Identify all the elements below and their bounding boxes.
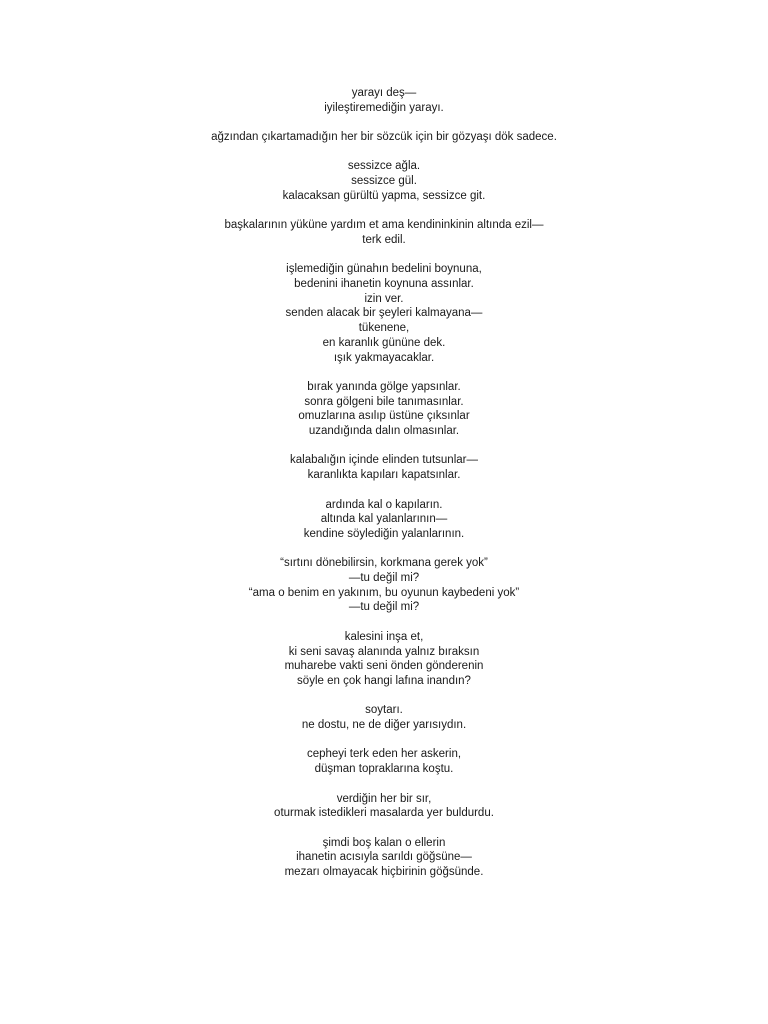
poem-line: “sırtını dönebilirsin, korkmana gerek yok” bbox=[280, 557, 488, 570]
poem-line: ışık yakmayacaklar. bbox=[333, 351, 435, 364]
poem-line: uzandığında dalın olmasınlar. bbox=[308, 425, 460, 438]
poem-line: sessizce gül. bbox=[351, 175, 417, 188]
poem-line: omuzlarına asılıp üstüne çıksınlar bbox=[298, 410, 470, 423]
poem-line: “ama o benim en yakınım, bu oyunun kaybedeni yok” bbox=[248, 586, 520, 599]
poem-stanza bbox=[0, 262, 768, 365]
poem-line: —tu değil mi? bbox=[348, 572, 420, 585]
poem-line: soytarı. bbox=[365, 704, 403, 717]
poem-line: ne dostu, ne de diğer yarısıydın. bbox=[301, 719, 467, 732]
poem-page bbox=[0, 86, 768, 894]
poem-line: cepheyi terk eden her askerin, bbox=[306, 748, 462, 761]
poem-line: senden alacak bir şeyleri kalmayana— bbox=[285, 307, 483, 320]
poem-stanza bbox=[0, 792, 768, 821]
poem-stanza bbox=[0, 380, 768, 439]
poem-line: —tu değil mi? bbox=[348, 601, 420, 614]
poem-stanza bbox=[0, 453, 768, 482]
poem-line: işlemediğin günahın bedelini boynuna, bbox=[286, 263, 482, 276]
poem-line: bedenini ihanetin koynuna assınlar. bbox=[294, 278, 474, 291]
poem-line: düşman topraklarına koştu. bbox=[314, 763, 454, 776]
poem-line: mezarı olmayacak hiçbirinin göğsünde. bbox=[284, 866, 484, 879]
poem-line: kalesini inşa et, bbox=[344, 630, 424, 643]
poem-stanza bbox=[0, 836, 768, 880]
poem-line: yarayı deş— bbox=[351, 87, 417, 99]
poem-line: verdiğin her bir sır, bbox=[336, 792, 432, 805]
poem-line: terk edil. bbox=[362, 233, 406, 246]
poem-stanza bbox=[0, 556, 768, 615]
poem-stanza bbox=[0, 159, 768, 203]
poem-line: oturmak istedikleri masalarda yer buldurdu. bbox=[274, 807, 494, 820]
poem-line: karanlıkta kapıları kapatsınlar. bbox=[307, 469, 461, 482]
poem-line: en karanlık gününe dek. bbox=[322, 336, 446, 349]
poem-stanza bbox=[0, 703, 768, 732]
poem-line: sonra gölgeni bile tanımasınlar. bbox=[304, 395, 464, 408]
poem-line: kalabalığın içinde elinden tutsunlar— bbox=[290, 454, 478, 467]
poem-line: altında kal yalanlarının— bbox=[320, 513, 448, 526]
poem-line: sessizce ağla. bbox=[347, 160, 421, 173]
poem-line: iyileştiremediğin yarayı. bbox=[324, 101, 444, 114]
poem-line: ağzından çıkartamadığın her bir sözcük için bir gözyaşı dök sadece. bbox=[211, 131, 557, 144]
poem-stanza bbox=[0, 630, 768, 689]
poem-line: şimdi boş kalan o ellerin bbox=[322, 836, 446, 849]
poem-line: kalacaksan gürültü yapma, sessizce git. bbox=[282, 189, 486, 202]
poem-line: söyle en çok hangi lafına inandın? bbox=[297, 674, 471, 687]
poem-stanza bbox=[0, 86, 768, 115]
poem-line: muharebe vakti seni önden gönderenin bbox=[284, 660, 484, 673]
poem-line: izin ver. bbox=[364, 292, 404, 305]
poem-line: ihanetin acısıyla sarıldı göğsüne— bbox=[296, 851, 472, 864]
poem-stanza bbox=[0, 498, 768, 542]
poem-stanza bbox=[0, 130, 768, 145]
poem-line: ki seni savaş alanında yalnız bıraksın bbox=[288, 645, 480, 658]
poem-line: bırak yanında gölge yapsınlar. bbox=[307, 380, 461, 393]
poem-stanza bbox=[0, 218, 768, 247]
poem-line: kendine söylediğin yalanlarının. bbox=[303, 527, 465, 540]
poem-line: tükenene, bbox=[358, 322, 410, 335]
poem-stanza bbox=[0, 747, 768, 776]
poem-line: başkalarının yüküne yardım et ama kendininkinin altında ezil— bbox=[224, 219, 544, 232]
poem-line: ardında kal o kapıların. bbox=[325, 498, 443, 511]
